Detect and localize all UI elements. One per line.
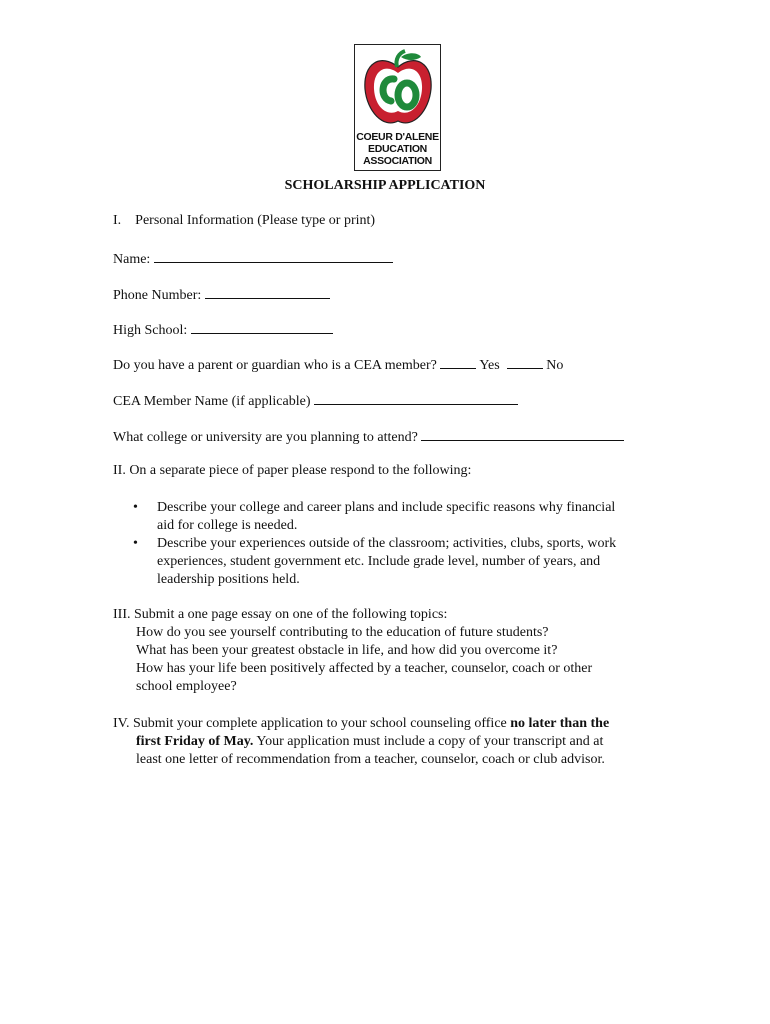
section-1-heading-text: Personal Information (Please type or print)	[135, 213, 376, 228]
college-question-text: What college or university are you planning to attend?	[113, 430, 418, 445]
list-item-line: Describe your experiences outside of the classroom; activities, clubs, sports, work	[157, 536, 617, 551]
section-2-heading: II. On a separate piece of paper please respond to the following:	[113, 463, 472, 478]
name-label: Name:	[113, 252, 151, 267]
member-name-label: CEA Member Name (if applicable)	[113, 394, 311, 409]
section-1-number: I.	[113, 213, 122, 228]
member-name-row	[113, 391, 518, 411]
deadline-date: first Friday of May.	[136, 734, 254, 749]
instructions-list	[113, 499, 658, 589]
member-name-field[interactable]	[314, 391, 518, 405]
essay-topic: How do you see yourself contributing to the education of future students?	[136, 625, 549, 640]
school-field-row	[113, 320, 333, 340]
phone-field[interactable]	[205, 285, 330, 299]
essay-topic: How has your life been positively affected by a teacher, counselor, coach or other	[136, 661, 593, 676]
bullet-icon: •	[133, 500, 138, 515]
section-4-text: least one letter of recommendation from a teacher, counselor, coach or club advisor.	[136, 752, 605, 767]
no-field[interactable]	[507, 355, 543, 369]
cea-logo	[354, 44, 441, 171]
logo-text-line-1: COEUR D'ALENE	[356, 131, 439, 143]
bullet-icon: •	[133, 536, 138, 551]
parent-question-text: Do you have a parent or guardian who is a CEA member?	[113, 358, 437, 373]
phone-field-row	[113, 285, 330, 305]
phone-label: Phone Number:	[113, 288, 202, 303]
essay-topic: What has been your greatest obstacle in life, and how did you overcome it?	[136, 643, 558, 658]
yes-label: Yes	[479, 358, 500, 373]
logo-text-line-2: EDUCATION	[368, 143, 427, 155]
list-item-line: leadership positions held.	[157, 572, 300, 587]
section-1-heading	[113, 212, 375, 230]
list-item	[113, 499, 658, 535]
logo-text-line-3: ASSOCIATION	[363, 155, 432, 167]
list-item	[113, 535, 658, 589]
school-label: High School:	[113, 323, 188, 338]
no-label: No	[546, 358, 564, 373]
list-item-line: aid for college is needed.	[157, 518, 298, 533]
name-field-row	[113, 249, 393, 269]
section-3-heading: III. Submit a one page essay on one of the following topics:	[113, 607, 448, 622]
section-3	[113, 606, 658, 696]
name-field[interactable]	[154, 249, 393, 263]
section-4	[113, 715, 658, 769]
section-4-prefix: IV. Submit your complete application to your school counseling office	[113, 716, 511, 731]
list-item-line: experiences, student government etc. Include grade level, number of years, and	[157, 554, 601, 569]
college-question-row	[113, 427, 624, 447]
essay-topic: school employee?	[136, 679, 237, 694]
high-school-field[interactable]	[191, 320, 333, 334]
section-4-text: Your application must include a copy of your transcript and at	[253, 734, 604, 749]
college-field[interactable]	[421, 427, 624, 441]
yes-field[interactable]	[440, 355, 476, 369]
parent-question-row	[113, 355, 563, 375]
apple-icon	[361, 49, 435, 129]
page-title: SCHOLARSHIP APPLICATION	[284, 178, 486, 193]
deadline-text: no later than the	[510, 716, 610, 731]
list-item-line: Describe your college and career plans and include specific reasons why financial	[157, 500, 616, 515]
